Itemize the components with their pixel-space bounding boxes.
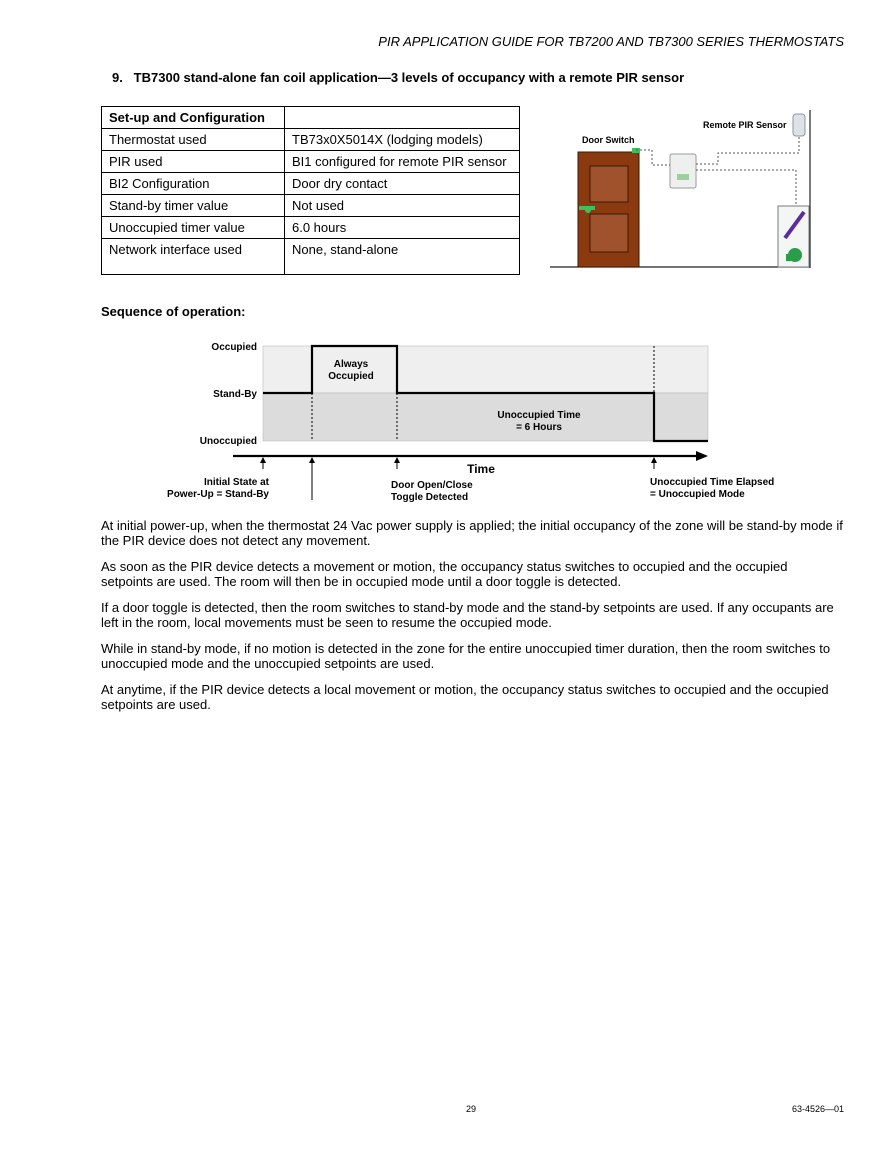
door-lower-panel [590, 214, 628, 252]
door-handle-knob [585, 207, 591, 213]
elapsed-arrowhead [651, 457, 657, 463]
document-number: 63-4526—01 [791, 1104, 844, 1114]
door-wire [636, 150, 670, 165]
body-text [101, 518, 843, 723]
row-value: TB73x0X5014X (lodging models) [285, 129, 520, 151]
occupied-level-label: Occupied [211, 342, 257, 353]
always-occupied-line2: Occupied [328, 371, 374, 382]
table-row [102, 173, 520, 195]
time-axis-label: Time [467, 462, 495, 476]
section-title: 9. TB7300 stand-alone fan coil application—3 levels of occupancy with a remote PIR sensor [112, 70, 685, 85]
thermostat-display [677, 174, 689, 180]
unoccupied-level-label: Unoccupied [199, 436, 257, 447]
paragraph: As soon as the PIR device detects a movement or motion, the occupancy status switches to occupied and the occupied setpoints are used. The room will then be in occupied mode until a door toggle is detected. [101, 559, 788, 589]
table-row [102, 239, 520, 275]
standby-band [263, 393, 708, 441]
row-value: 6.0 hours [285, 217, 520, 239]
thermostat-icon [670, 154, 696, 188]
fan-outlet [786, 254, 794, 261]
remote-pir-label: Remote PIR Sensor [703, 120, 787, 130]
elapsed-line2: = Unoccupied Mode [650, 489, 745, 500]
door-toggle-line1: Door Open/Close [391, 480, 473, 491]
table-row [102, 129, 520, 151]
initial-state-line2: Power-Up = Stand-By [167, 489, 269, 500]
page-number: 29 [466, 1104, 477, 1114]
table-header-empty [285, 107, 520, 129]
row-label: Network interface used [102, 239, 285, 275]
motion-arrowhead [309, 457, 315, 463]
row-label: Unoccupied timer value [102, 217, 285, 239]
row-value: Not used [285, 195, 520, 217]
elapsed-line1: Unoccupied Time Elapsed [650, 477, 775, 488]
table-row [102, 151, 520, 173]
pir-wire [696, 136, 799, 164]
time-axis-arrowhead [696, 451, 708, 461]
occupancy-timing-diagram [160, 336, 800, 508]
table-row [102, 217, 520, 239]
row-value: Door dry contact [285, 173, 520, 195]
initial-arrowhead [260, 457, 266, 463]
paragraph: At initial power-up, when the thermostat 24 Vac power supply is applied; the initial occupancy of the zone will be stand-by mode if the PIR device does not detect any movement. [101, 518, 843, 548]
door-arrowhead [394, 457, 400, 463]
room-illustration [548, 108, 814, 272]
initial-state-line1: Initial State at [203, 477, 269, 488]
fancoil-wire [696, 170, 796, 206]
table-header-cell: Set-up and Configuration [102, 107, 285, 129]
paragraph: While in stand-by mode, if no motion is detected in the zone for the entire unoccupied timer duration, then the room switches to unoccupied mode and the unoccupied setpoints are used. [101, 641, 831, 671]
pir-sensor-icon [793, 114, 805, 136]
unoccupied-time-line1: Unoccupied Time [497, 410, 581, 421]
running-header: PIR APPLICATION GUIDE FOR TB7200 AND TB7300 SERIES THERMOSTATS [378, 34, 844, 49]
row-label: PIR used [102, 151, 285, 173]
occupied-band [263, 346, 708, 393]
setup-table [101, 106, 520, 275]
paragraph: If a door toggle is detected, then the room switches to stand-by mode and the stand-by setpoints are used. If any occupants are left in the room, local movements must be seen to resume the occupied mode. [101, 600, 834, 630]
door-switch-label: Door Switch [582, 135, 635, 145]
row-value: BI1 configured for remote PIR sensor [285, 151, 520, 173]
row-label: BI2 Configuration [102, 173, 285, 195]
table-header-row [102, 107, 520, 129]
row-label: Stand-by timer value [102, 195, 285, 217]
always-occupied-line1: Always [333, 359, 369, 370]
door-toggle-line2: Toggle Detected [391, 492, 469, 503]
row-value: None, stand-alone [285, 239, 520, 275]
sequence-heading: Sequence of operation: [101, 304, 246, 319]
door-upper-panel [590, 166, 628, 202]
paragraph: At anytime, if the PIR device detects a local movement or motion, the occupancy status switches to occupied and the occupied setpoints are used. [101, 682, 829, 712]
row-label: Thermostat used [102, 129, 285, 151]
table-row [102, 195, 520, 217]
standby-level-label: Stand-By [213, 389, 257, 400]
unoccupied-time-line2: = 6 Hours [516, 422, 562, 433]
